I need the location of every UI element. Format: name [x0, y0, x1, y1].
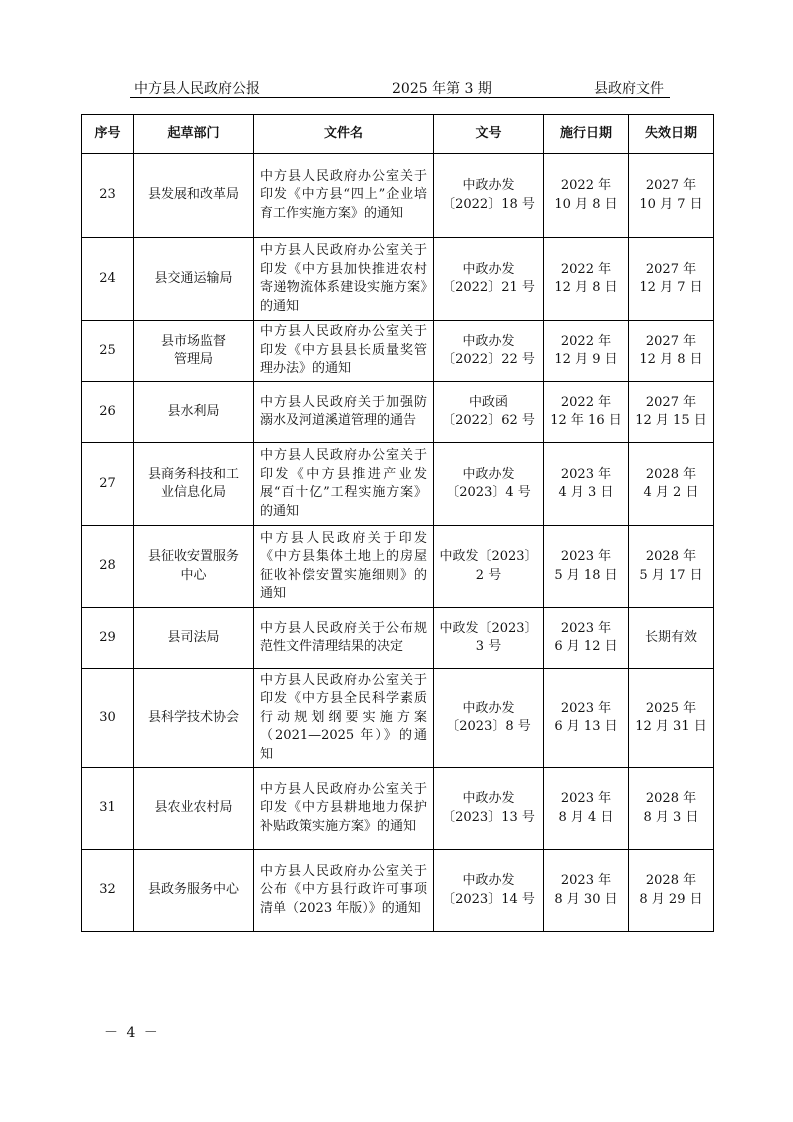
cell-start-date: 2022 年 12 月 8 日	[544, 238, 629, 321]
cell-start-date: 2023 年 5 月 18 日	[544, 526, 629, 608]
cell-doc-no: 中政办发 〔2022〕18 号	[434, 154, 544, 238]
cell-end-date: 长期有效	[629, 608, 714, 669]
table-row	[82, 238, 714, 321]
cell-no: 26	[82, 382, 134, 443]
column-header-no: 序号	[82, 115, 134, 154]
cell-no: 23	[82, 154, 134, 238]
header-section: 县政府文件	[594, 81, 664, 97]
cell-name: 中方县人民政府办公室关于印发《中方县“四上”企业培育工作实施方案》的通知	[254, 154, 434, 238]
cell-end-date: 2025 年 12 月 31 日	[629, 669, 714, 768]
table-row	[82, 768, 714, 850]
cell-end-date: 2027 年 12 月 7 日	[629, 238, 714, 321]
cell-dept: 县交通运输局	[134, 238, 254, 321]
column-header-end-date: 失效日期	[629, 115, 714, 154]
cell-no: 28	[82, 526, 134, 608]
cell-no: 25	[82, 321, 134, 382]
cell-doc-no: 中政发〔2023〕 3 号	[434, 608, 544, 669]
cell-dept: 县市场监督 管理局	[134, 321, 254, 382]
cell-no: 31	[82, 768, 134, 850]
cell-no: 29	[82, 608, 134, 669]
cell-end-date: 2027 年 12 月 8 日	[629, 321, 714, 382]
cell-start-date: 2022 年 12 月 9 日	[544, 321, 629, 382]
table-row	[82, 443, 714, 526]
cell-doc-no: 中政办发 〔2023〕13 号	[434, 768, 544, 850]
cell-name: 中方县人民政府办公室关于印发《中方县全民科学素质行动规划纲要实施方案（2021—2025 年）》的通知	[254, 669, 434, 768]
cell-name: 中方县人民政府办公室关于公布《中方县行政许可事项清单（2023 年版）》的通知	[254, 850, 434, 932]
cell-dept: 县司法局	[134, 608, 254, 669]
cell-doc-no: 中政发〔2023〕 2 号	[434, 526, 544, 608]
column-header-dept: 起草部门	[134, 115, 254, 154]
cell-end-date: 2027 年 10 月 7 日	[629, 154, 714, 238]
table-header-row	[82, 115, 714, 154]
cell-doc-no: 中政办发 〔2022〕21 号	[434, 238, 544, 321]
table-row	[82, 850, 714, 932]
cell-start-date: 2023 年 4 月 3 日	[544, 443, 629, 526]
cell-dept: 县政务服务中心	[134, 850, 254, 932]
header-publication-title: 中方县人民政府公报	[134, 81, 260, 97]
table-row	[82, 526, 714, 608]
cell-name: 中方县人民政府关于公布规范性文件清理结果的决定	[254, 608, 434, 669]
cell-doc-no: 中政办发 〔2023〕14 号	[434, 850, 544, 932]
cell-doc-no: 中政函 〔2022〕62 号	[434, 382, 544, 443]
cell-end-date: 2028 年 8 月 3 日	[629, 768, 714, 850]
column-header-name: 文件名	[254, 115, 434, 154]
cell-no: 30	[82, 669, 134, 768]
cell-no: 32	[82, 850, 134, 932]
page-header	[130, 77, 670, 98]
cell-no: 24	[82, 238, 134, 321]
cell-end-date: 2028 年 5 月 17 日	[629, 526, 714, 608]
table-row	[82, 321, 714, 382]
cell-dept: 县征收安置服务 中心	[134, 526, 254, 608]
table-row	[82, 154, 714, 238]
cell-start-date: 2023 年 6 月 13 日	[544, 669, 629, 768]
cell-start-date: 2023 年 6 月 12 日	[544, 608, 629, 669]
cell-name: 中方县人民政府办公室关于印发《中方县耕地地力保护补贴政策实施方案》的通知	[254, 768, 434, 850]
cell-start-date: 2022 年 10 月 8 日	[544, 154, 629, 238]
cell-name: 中方县人民政府关于加强防溺水及河道溪道管理的通告	[254, 382, 434, 443]
cell-start-date: 2023 年 8 月 4 日	[544, 768, 629, 850]
cell-start-date: 2022 年 12 年 16 日	[544, 382, 629, 443]
cell-dept: 县发展和改革局	[134, 154, 254, 238]
cell-dept: 县商务科技和工 业信息化局	[134, 443, 254, 526]
cell-start-date: 2023 年 8 月 30 日	[544, 850, 629, 932]
table-row	[82, 669, 714, 768]
cell-end-date: 2028 年 8 月 29 日	[629, 850, 714, 932]
cell-doc-no: 中政办发 〔2022〕22 号	[434, 321, 544, 382]
cell-end-date: 2027 年 12 月 15 日	[629, 382, 714, 443]
cell-doc-no: 中政办发 〔2023〕8 号	[434, 669, 544, 768]
cell-doc-no: 中政办发 〔2023〕4 号	[434, 443, 544, 526]
document-list-table	[81, 114, 714, 932]
table-row	[82, 382, 714, 443]
cell-name: 中方县人民政府办公室关于印发《中方县推进产业发展“百十亿”工程实施方案》的通知	[254, 443, 434, 526]
cell-name: 中方县人民政府办公室关于印发《中方县县长质量奖管理办法》的通知	[254, 321, 434, 382]
column-header-start-date: 施行日期	[544, 115, 629, 154]
table-row	[82, 608, 714, 669]
cell-dept: 县科学技术协会	[134, 669, 254, 768]
cell-name: 中方县人民政府关于印发《中方县集体土地上的房屋征收补偿安置实施细则》的通知	[254, 526, 434, 608]
cell-dept: 县农业农村局	[134, 768, 254, 850]
cell-dept: 县水利局	[134, 382, 254, 443]
cell-no: 27	[82, 443, 134, 526]
column-header-doc-no: 文号	[434, 115, 544, 154]
cell-name: 中方县人民政府办公室关于印发《中方县加快推进农村寄递物流体系建设实施方案》的通知	[254, 238, 434, 321]
header-issue: 2025 年第 3 期	[392, 81, 492, 97]
page-number: － 4 －	[104, 1025, 160, 1041]
cell-end-date: 2028 年 4 月 2 日	[629, 443, 714, 526]
